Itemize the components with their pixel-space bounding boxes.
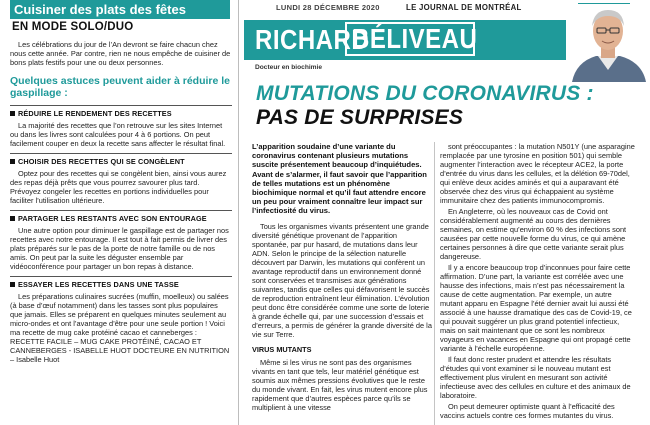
section-text: La majorité des recettes que l’on retrouve sur les sites Internet ou dans les livres sont calculées pour 4 à 6 portions. On peut facilement couper en deux la recette sans affecter le résultat final.	[10, 121, 226, 148]
section-text: Une autre option pour diminuer le gaspillage est de partager nos recettes avec notre entourage. Il est tout à fait permis de livrer des plats préparés sur le pas de la porte de notre famille ou de nos amis. On peut par la suite les déguster ensemble par vidéoconférence pour partager un bon repas à distance.	[10, 226, 229, 271]
author-first-name: RICHARD	[255, 25, 370, 57]
article-paragraph: On peut demeurer optimiste quant à l’efficacité des vaccins actuels contre ces formes mutantes du virus.	[440, 402, 615, 420]
tips-heading: Quelques astuces peuvent aider à réduire le gaspillage :	[10, 75, 231, 99]
square-bullet-icon	[10, 216, 15, 221]
article-paragraph: Il y a encore beaucoup trop d’inconnues pour faire cette affirmation. D’une part, la variante est corrélée avec une hausse des infections, mais n’est pas nécessairement la cause de cette augmentation. Par exemple, un autre mutant apparu en Espagne l’été dernier avait lui aussi été associé à une hausse dramatique des cas de Covid-19, ce qui pouvait suggérer un plus grand potentiel infectieux, mais on sait maintenant que ce sont les nombreux voyageurs en vacances en Espagne qui ont propagé cette variante à l’échelle européenne.	[440, 263, 632, 353]
sidebar-title: Cuisiner des plats des fêtes	[10, 0, 230, 19]
sidebar-subtitle: EN MODE SOLO/DUO	[12, 21, 134, 33]
section-divider	[10, 105, 232, 106]
article-paragraph: sont préoccupantes : la mutation N501Y (une asparagine remplacée par une tyrosine en position 501) qui semble augmenter l’interaction avec le récepteur ACE2, la porte d’entrée du virus dans les cellules, et la délétion 69-70del, qui enlève deux acides aminés et qui a auparavant été observée chez des virus qui échappaient au système immunitaire chez des patients immunocompromis.	[440, 142, 635, 205]
section-text: Optez pour des recettes qui se congèlent bien, ainsi vous aurez des repas déjà prêts que vous pourrez savourer plus tard. Prévoyez congeler les recettes en portions individuelles pour faciliter l’utilisation ultérieure.	[10, 169, 227, 205]
section-heading	[10, 214, 232, 223]
headline-line-1: MUTATIONS DU CORONAVIRUS :	[256, 82, 594, 105]
section-divider	[10, 210, 232, 211]
section-heading-text: PARTAGER LES RESTANTS AVEC SON ENTOURAGE	[18, 214, 207, 223]
author-portrait-icon	[566, 4, 650, 82]
sidebar-body	[10, 40, 232, 369]
section-divider	[10, 153, 232, 154]
section-heading	[10, 109, 232, 118]
newspaper-name: LE JOURNAL DE MONTRÉAL	[406, 3, 522, 12]
column-divider	[238, 0, 239, 425]
square-bullet-icon	[10, 282, 15, 287]
article-lead: L’apparition soudaine d’une variante du coronavirus contenant plusieurs mutations suscite présentement beaucoup d’inquiétudes. Avant de s’alarmer, il faut savoir que l’apparition de telles mutations est un phénomène biochimique normal et qu’il faut attendre encore un peu pour vraiment connaître leur impact sur l’infectiosité du virus.	[252, 142, 427, 216]
square-bullet-icon	[10, 111, 15, 116]
article-paragraph: Même si les virus ne sont pas des organismes vivants en tant que tels, leur matériel génétique est soumis aux mêmes pressions évolutives que le reste du monde vivant. En fait, les virus mutent encore plus rapidement que d’autres espèces parce qu’ils se multiplient à une vitesse	[252, 357, 428, 412]
article-column-1	[252, 142, 432, 414]
author-photo	[566, 4, 650, 82]
headline-line-2: PAS DE SURPRISES	[256, 106, 464, 129]
issue-date: LUNDI 28 DÉCEMBRE 2020	[276, 3, 380, 12]
article-paragraph: En Angleterre, où les nouveaux cas de Covid ont considérablement augmenté au cours des dernières semaines, on estime qu’environ 60 % des infections sont causées par cette nouvelle forme du virus, ce qui amène certaines personnes à dire que cette variante serait plus dangereuse.	[440, 207, 627, 261]
sidebar-article	[0, 0, 234, 425]
square-bullet-icon	[10, 159, 15, 164]
main-article	[250, 142, 650, 425]
sidebar-intro: Les célébrations du jour de l’An devront se faire chacun chez nous cette année. Par contre, rien ne nous empêche de cuisiner de bons plats festifs pour une ou deux personnes.	[10, 40, 231, 67]
section-divider	[10, 276, 232, 277]
article-column-divider	[434, 142, 435, 425]
article-paragraph: Tous les organismes vivants présentent une grande diversité génétique provenant de l’apparition spontanée, par pur hasard, de mutations dans leur ADN. Selon le principe de la sélection naturelle découvert par Darwin, les mutations qui confèrent un avantage reproductif dans un environnement donné sont conservées et transmises aux générations suivantes, tandis que celles qui défavorisent le succès de reproduction entraînent leur élimination. L’évolution peut donc être considérée comme une sorte de loterie à grande échelle qui, par une succession d’essais et d’erreurs, a permis de générer la grande diversité de la vie sur Terre.	[252, 221, 432, 339]
section-heading-text: ESSAYER LES RECETTES DANS UNE TASSE	[18, 280, 179, 289]
article-column-2	[440, 142, 636, 422]
article-paragraph: Il faut donc rester prudent et attendre les résultats d’études qui vont examiner si le nouveau mutant est effectivement plus virulent en mesurant son activité infectieuse avec des cellules en culture et des animaux de laboratoire.	[440, 355, 631, 400]
section-heading-text: CHOISIR DES RECETTES QUI SE CONGÈLENT	[18, 157, 185, 166]
section-text: Les préparations culinaires sucrées (muffin, moelleux) ou salées (à base d’œuf notamment) dans les tasses sont plus populaires que jamais. Elles se préparent en quelques minutes seulement au micro-ondes et ont l’avantage d’être pour une seule portion ! Voici ma recette de mug cake protéiné cacao et canneberges : RECETTE FACILE – MUG CAKE PROTÉINÉ, CACAO ET CANNEBERGES - ISABELLE HUOT DOCTEURE EN NUTRITION – Isabelle Huot	[10, 292, 230, 364]
author-last-name: BÉLIVEAU	[352, 24, 478, 56]
section-heading	[10, 280, 232, 289]
section-heading	[10, 157, 232, 166]
article-subheading: VIRUS MUTANTS	[252, 344, 312, 354]
author-byline: Docteur en biochimie	[255, 64, 323, 71]
section-heading-text: RÉDUIRE LE RENDEMENT DES RECETTES	[18, 109, 172, 118]
